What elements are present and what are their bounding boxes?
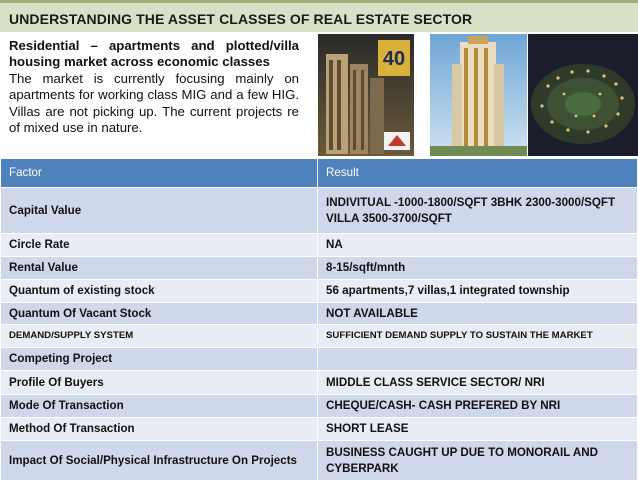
factor-cell: Quantum of existing stock [1, 280, 318, 303]
factor-result-table [0, 158, 638, 481]
table-row [1, 371, 638, 395]
table-row [1, 303, 638, 325]
result-cell [318, 348, 638, 371]
intro-heading: Residential – apartments and plotted/villa housing market across economic classes [9, 38, 299, 70]
factor-cell: Circle Rate [1, 234, 318, 257]
result-cell: SUFFICIENT DEMAND SUPPLY TO SUSTAIN THE MARKET [318, 325, 638, 348]
factor-cell: Impact Of Social/Physical Infrastructure On Projects [1, 441, 318, 481]
table-row [1, 257, 638, 280]
slide-title-bar [0, 0, 638, 32]
table-row [1, 234, 638, 257]
result-cell: INDIVITUAL -1000-1800/SQFT 3BHK 2300-3000/SQFT VILLA 3500-3700/SQFT [318, 188, 638, 234]
factor-cell: Profile Of Buyers [1, 371, 318, 395]
apartment-brochure-image [318, 34, 414, 156]
factor-cell: Competing Project [1, 348, 318, 371]
result-cell: MIDDLE CLASS SERVICE SECTOR/ NRI [318, 371, 638, 395]
table-header-row [1, 159, 638, 188]
factor-cell: DEMAND/SUPPLY SYSTEM [1, 325, 318, 348]
result-cell: BUSINESS CAUGHT UP DUE TO MONORAIL AND CYBERPARK [318, 441, 638, 481]
result-column-header: Result [318, 159, 638, 188]
high-rise-tower-image [430, 34, 527, 156]
factor-cell: Rental Value [1, 257, 318, 280]
result-cell: CHEQUE/CASH- CASH PREFERED BY NRI [318, 395, 638, 418]
intro-text [9, 38, 299, 136]
table-row [1, 395, 638, 418]
slide-title: UNDERSTANDING THE ASSET CLASSES OF REAL ESTATE SECTOR [9, 11, 473, 27]
table-row [1, 280, 638, 303]
table-row [1, 348, 638, 371]
township-aerial-image [528, 34, 638, 156]
factor-cell: Mode Of Transaction [1, 395, 318, 418]
table-row [1, 188, 638, 234]
table-row [1, 325, 638, 348]
result-cell: SHORT LEASE [318, 418, 638, 441]
factor-cell: Method Of Transaction [1, 418, 318, 441]
result-cell: 56 apartments,7 villas,1 integrated township [318, 280, 638, 303]
result-cell: NA [318, 234, 638, 257]
intro-body: The market is currently focusing mainly on apartments for working class MIG and a few HIG. Villas are not picking up. The current projects re of mixed use in nature. [9, 70, 299, 136]
factor-column-header: Factor [1, 159, 318, 188]
factor-cell: Capital Value [1, 188, 318, 234]
table-row [1, 418, 638, 441]
table-row [1, 441, 638, 481]
factor-cell: Quantum Of Vacant Stock [1, 303, 318, 325]
result-cell: NOT AVAILABLE [318, 303, 638, 325]
brochure-number: 40 [382, 48, 406, 70]
result-cell: 8-15/sqft/mnth [318, 257, 638, 280]
